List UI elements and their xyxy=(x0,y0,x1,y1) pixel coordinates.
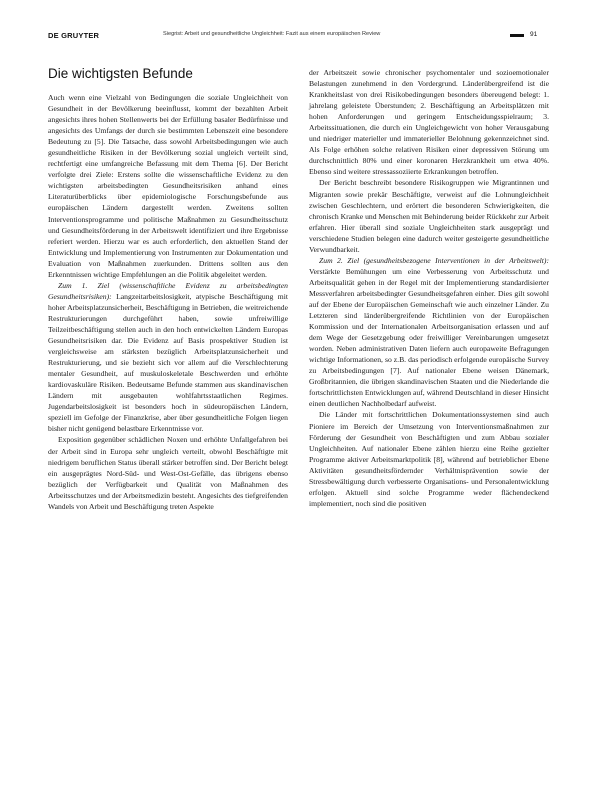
paragraph-body: Langzeitarbeitslosigkeit, atypische Beschäftigung mit hoher Arbeitsplatzunsicherheit, Beschäftigung in Betrieben, die weitreichende Restrukturierungen durchgeführt haben, sowie unfreiwillige Teilzeitbeschäftigung stellen auch in den hoch entwickelten Ländern Europas Gesundheitsrisiken dar. Die Evidenz auf Basis prospektiver Studien ist vergleichsweise am stärksten bezüglich Arbeitsplatzunsicherheit und Restrukturierung, und sie bezieht sich vor allem auf die Verschlechterung mentaler Gesundheit, auf muskuloskeletale Beschwerden und erhöhte kardiovaskuläre Risiken. Bedeutsame Befunde stammen aus skandinavischen Ländern mit ausgebauten wohlfahrtsstaatlichen Regimes. Jugendarbeitslosigkeit ist besonders hoch in südeuropäischen Ländern, speziell im Gefolge der Finanzkrise, aber über gesundheitliche Folgen liegen bisher nicht genügend belastbare Erkenntnisse vor. xyxy=(48,291,288,434)
paragraph: Auch wenn eine Vielzahl von Bedingungen die soziale Ungleichheit von Gesundheit in der Bevölkerung beeinflusst, kommt der bezahlten Arbeit angesichts ihres hohen Stellenwerts bei der Erfüllung basaler Bedürfnisse und angesichts des Umfangs der durch sie bestimmten Lebenszeit eine besondere Bedeutung zu [5]. Die Tatsache, dass sowohl Arbeitsbedingungen wie auch gesundheitliche Risiken in der Bevölkerung sozial ungleich verteilt sind, rechtfertigt eine umfangreiche Befassung mit dem Thema [6]. Der Bericht verfolgte drei Ziele: Erstens sollte die wissenschaftliche Evidenz zu den wichtigsten arbeitsbedingten Gesundheitsrisiken anhand eines Literaturüberblicks über epidemiologische Forschungsbefunde aus europäischen Ländern dargestellt werden. Zweitens sollten Interventionsprogramme und politische Maßnahmen zu Gesundheitsschutz und Gesundheitsförderung in der Arbeitswelt identifiziert und ihre Ergebnisse referiert werden. Hierzu war es auch erforderlich, den aktuellen Stand der Entwicklung und Implementierung von Instrumenten zur Dokumentation und Evaluation von Maßnahmen zuerkunden. Drittens sollten aus den Erkenntnissen wichtige Empfehlungen an die Politik abgeleitet werden. xyxy=(48,93,288,279)
publisher-logo: DE GRUYTER xyxy=(48,31,100,40)
section-title: Die wichtigsten Befunde xyxy=(48,66,193,81)
left-column xyxy=(48,92,288,512)
paragraph: Exposition gegenüber schädlichen Noxen und erhöhte Unfallgefahren bei der Arbeit sind in Europa sehr ungleich verteilt, obwohl Beschäftigte mit niedrigem beruflichen Status überall stärker betroffen sind. Der Bericht belegt ein ausgeprägtes Nord-Süd- und West-Ost-Gefälle, das übrigens ebenso bezüglich der Verfügbarkeit und Qualität von Maßnahmen des Arbeitsschutzes und der Arbeitsmedizin besteht. Angesichts des tiefgreifenden Wandels von Arbeit und Beschäftigung treten Aspekte xyxy=(48,435,288,511)
paragraph-lead: Zum 2. Ziel (gesundheitsbezogene Interventionen in der Arbeitswelt): xyxy=(319,255,549,265)
paragraph: der Arbeitszeit sowie chronischer psychomentaler und sozioemotionaler Belastungen zunehmend in den Vordergrund. Länderübergreifend ist die Krankheitslast von drei Risikobedingungen besonders übereugend belegt: 1. jahrelang geleistete Überstunden; 2. Beschäftigung an Arbeitsplätzen mit hohen Anforderungen und geringem Entscheidungsspielraum; 3. Arbeitssituationen, die durch ein Ungleichgewicht von hoher Verausgabung und niedriger materieller und immaterieller Belohnung gekennzeichnet sind. Als Folge erhöhen solche relativen Risiken einer depressiven Störung um durchschnittlich 80% und einer koronaren Herzkrankheit um etwa 40%. Ebenso sind weitere stressassoziierte Erkrankungen betroffen. xyxy=(309,68,549,177)
paragraph: Der Bericht beschreibt besondere Risikogruppen wie Migrantinnen und Migranten sowie prekär Beschäftigte, verweist auf die Lohnungleichheit zwischen Geschlechtern, und erörtert die besonderen Schwierigkeiten, die chronisch Kranke und Menschen mit Behinderung beider Rückkehr zur Arbeit erfahren. Hier überall sind soziale Ungleichheiten stark ausgeprägt und verschiedene Studien belegen eine dadurch weiter gesteigerte gesundheitliche Verwundbarkeit. xyxy=(309,178,549,254)
paragraph-body: Verstärkte Bemühungen um eine Verbesserung von Arbeitsschutz und Arbeitsqualität gehen in der Regel mit der Implementierung standardisierter Messverfahren arbeitsbedingter Gesundheitsgefahren einher. Dies gilt sowohl auf der Ebene der Europäischen Gemeinschaft wie auch einzelner Länder. Zu Letzteren sind länderübergreifende Richtlinien von der Europäischen Kommission und der Internationalen Arbeitsorganisation erlassen und auf dem Wege der Gesetzgebung oder freiwilliger Vereinbarungen umgesetzt worden. Neben administrativen Daten liefern auch europaweite Befragungen wichtige Informationen, so z.B. das periodisch erfolgende europäische Survey zu Arbeitsbedingungen [7]. Auf nationaler Ebene weisen Dänemark, Großbritannien, die übrigen skandinavischen Staaten und die Niederlande die fortschrittlichsten Entwicklungen auf, während Deutschland in dieser Hinsicht einen deutlichen Nachholbedarf aufweist. xyxy=(309,266,549,409)
page-header xyxy=(48,31,548,43)
running-head: Siegrist: Arbeit und gesundheitliche Ungleichheit: Fazit aus einem europäischen Review xyxy=(163,31,381,37)
right-column xyxy=(309,67,549,509)
paragraph: Die Länder mit fortschrittlichen Dokumentationssystemen sind auch Pioniere im Bereich der Umsetzung von Interventionsmaßnahmen zur Förderung der Gesundheit von Beschäftigten und zum Abbau sozialer Ungleichheiten. Auf nationaler Ebene zählen hierzu eine Reihe gezielter Programme aktiver Arbeitsmarktpolitik [8], während auf betrieblicher Ebene Aktivitäten gesundheitsfördernder Verhältnisprävention sowie der Stressbewältigung durch verbesserte Organisations- und Personalentwicklung erfolgen. Aktuell sind solche Programme weder flächendeckend implementiert, noch sind die positiven xyxy=(309,410,549,508)
paragraph xyxy=(48,280,288,435)
paragraph-lead: Zum 1. Ziel (wissenschaftliche Evidenz zu arbeitsbedingten Gesundheitsrisiken): xyxy=(48,280,288,301)
paragraph xyxy=(309,255,549,410)
page-number: 91 xyxy=(530,31,538,38)
header-rule xyxy=(510,34,524,37)
